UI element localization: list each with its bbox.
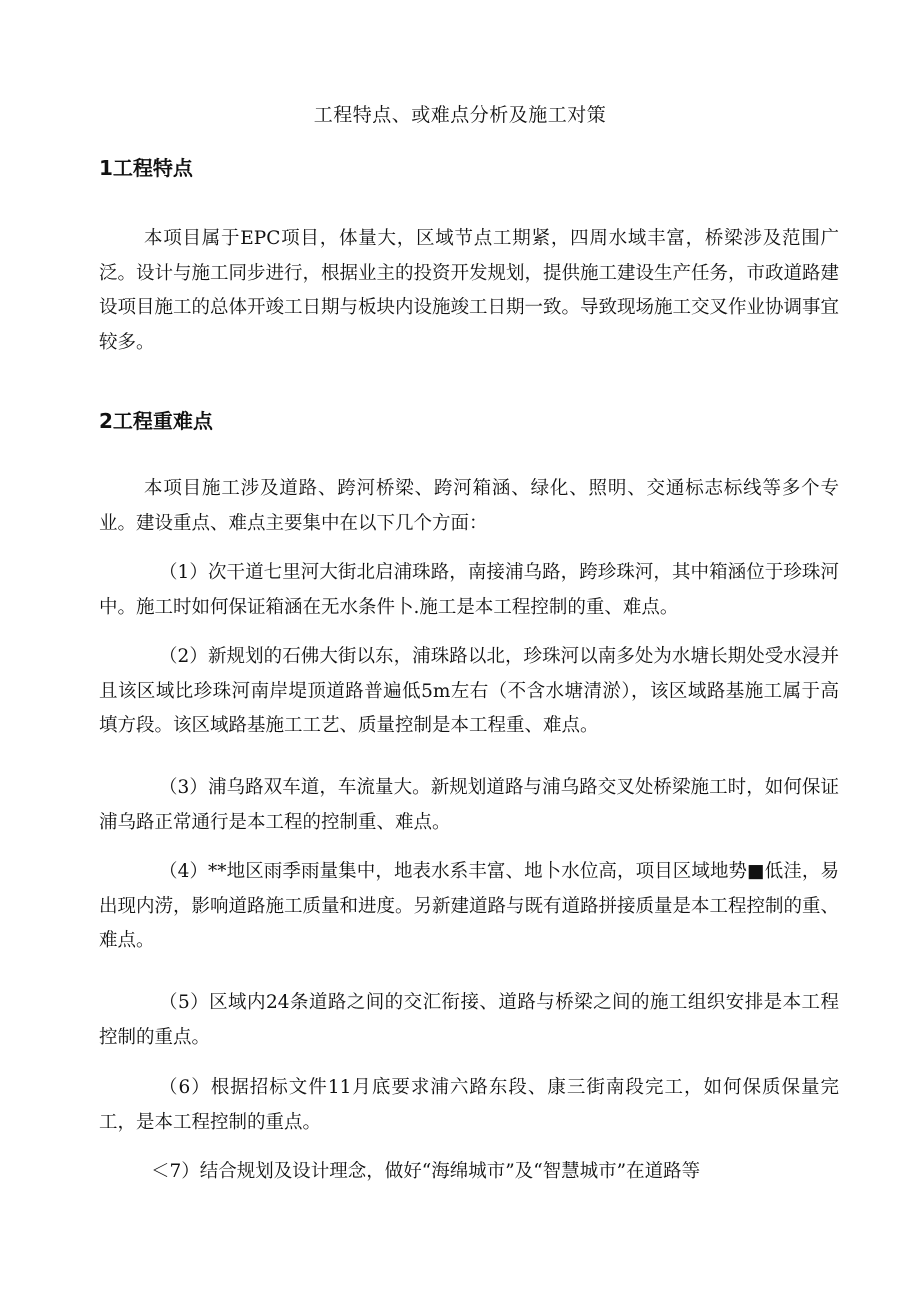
list-item-7: ＜7）结合规划及设计理念，做好“海绵城市”及“智慧城市”在道路等 bbox=[151, 1161, 701, 1182]
section-1-paragraph: 本项目属于EPC项目，体量大，区域节点工期紧，四周水域丰富，桥梁涉及范围广泛。设计与施工同步进行，根据业主的投资开发规划，提供施工建设生产任务，市政道路建设项目施工的总体开竣工日期与板块内设施竣工日期一致。导致现场施工交叉作业协调事宜较多。 bbox=[99, 228, 840, 353]
document-title: 工程特点、或难点分析及施工对策 bbox=[313, 104, 607, 126]
section-2-intro: 本项目施工涉及道路、跨河桥梁、跨河箱涵、绿化、照明、交通标志标线等多个专业。建设重点、难点主要集中在以下几个方面： bbox=[99, 478, 839, 534]
list-item-6: （6）根据招标文件11月底要求浦六路东段、康三街南段完工，如何保质保量完工，是本工程控制的重点。 bbox=[99, 1077, 839, 1133]
list-item-2: （2）新规划的石佛大街以东，浦珠路以北，珍珠河以南多处为水塘长期处受水浸并且该区域比珍珠河南岸堤顶道路普遍低5m左右（不含水塘清淤），该区域路基施工属于高填方段。该区域路基施工工艺、质量控制是本工程重、难点。 bbox=[99, 646, 839, 736]
list-item-4: （4）**地区雨季雨量集中，地表水系丰富、地卜水位高，项目区域地势■低洼，易出现内涝，影响道路施工质量和进度。另新建道路与既有道路拼接质量是本工程控制的重、难点。 bbox=[99, 861, 840, 951]
section-1-heading: 1工程特点 bbox=[99, 156, 193, 180]
section-2-heading: 2工程重难点 bbox=[99, 409, 213, 433]
list-item-5: （5）区域内24条道路之间的交汇衔接、道路与桥梁之间的施工组织安排是本工程控制的重点。 bbox=[99, 992, 839, 1048]
list-item-3: （3）浦乌路双车道，车流量大。新规划道路与浦乌路交叉处桥梁施工时，如何保证浦乌路正常通行是本工程的控制重、难点。 bbox=[99, 777, 839, 833]
list-item-1: （1）次干道七里河大街北启浦珠路，南接浦乌路，跨珍珠河，其中箱涵位于珍珠河中。施工时如何保证箱涵在无水条件卜.施工是本工程控制的重、难点。 bbox=[99, 562, 839, 618]
